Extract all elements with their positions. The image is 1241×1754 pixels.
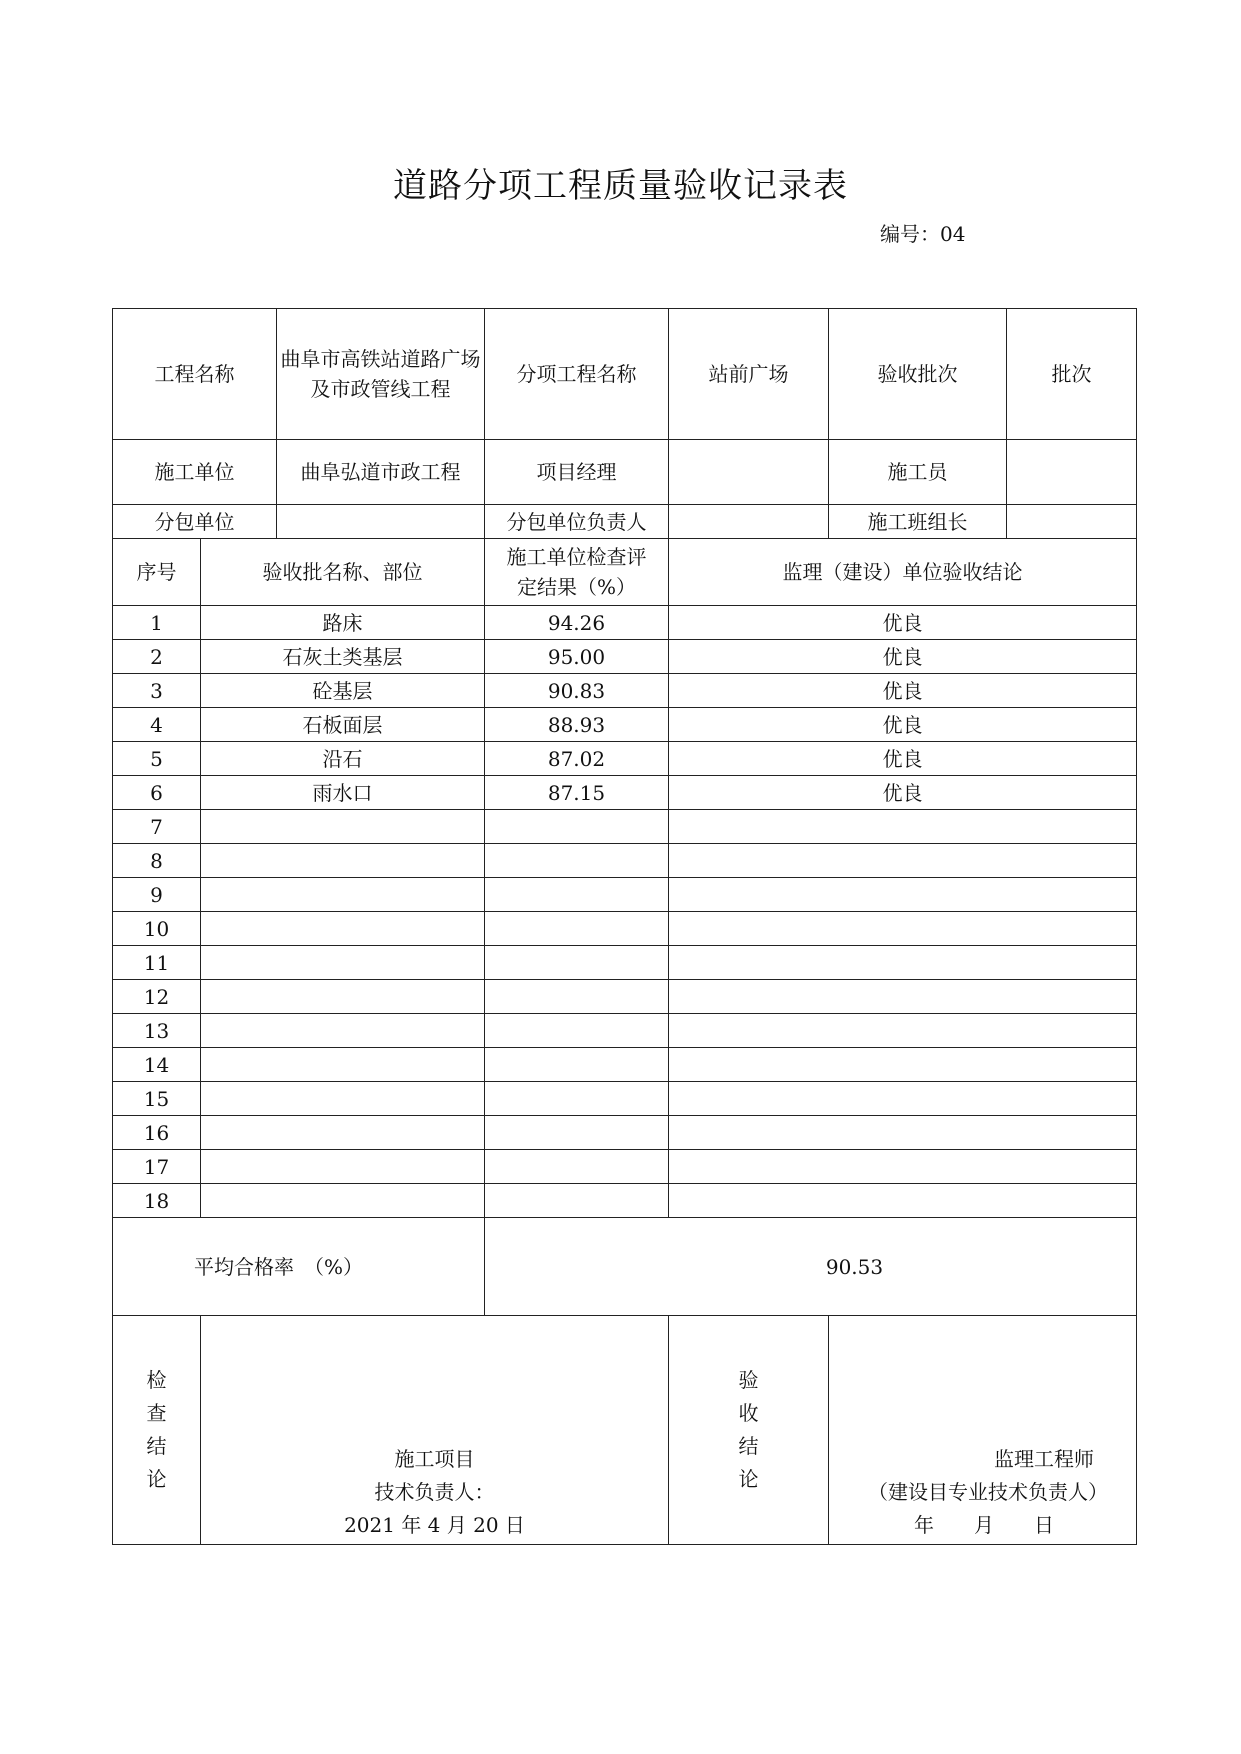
row-batch-name[interactable]: 石灰土类基层	[201, 640, 485, 674]
contractor-sig-line2: 技术负责人：	[374, 1480, 495, 1504]
table-row	[113, 708, 1137, 742]
table-row	[113, 640, 1137, 674]
project-name-value[interactable]: 曲阜市高铁站道路广场及市政管线工程	[277, 309, 485, 440]
table-row	[113, 606, 1137, 640]
row-result[interactable]: 88.93	[485, 708, 669, 742]
row-result[interactable]	[485, 810, 669, 844]
row-number: 12	[113, 980, 201, 1014]
acceptance-conclusion-label	[669, 1316, 829, 1545]
row-conclusion[interactable]	[669, 810, 1137, 844]
row-result[interactable]: 94.26	[485, 606, 669, 640]
row-conclusion[interactable]	[669, 878, 1137, 912]
batch-value[interactable]: 批次	[1007, 309, 1137, 440]
row-batch-name[interactable]: 砼基层	[201, 674, 485, 708]
row-result[interactable]	[485, 980, 669, 1014]
row-batch-name[interactable]: 路床	[201, 606, 485, 640]
sub-lead-value[interactable]	[669, 505, 829, 539]
row-number: 5	[113, 742, 201, 776]
table-row	[113, 1184, 1137, 1218]
batch-label: 验收批次	[829, 309, 1007, 440]
contractor-sig-line1: 施工项目	[394, 1447, 475, 1471]
row-number: 2	[113, 640, 201, 674]
table-row	[113, 1048, 1137, 1082]
row-batch-name[interactable]	[201, 1014, 485, 1048]
row-batch-name[interactable]	[201, 844, 485, 878]
pm-value[interactable]	[669, 440, 829, 505]
table-row	[113, 1116, 1137, 1150]
row-result[interactable]	[485, 1184, 669, 1218]
row-number: 1	[113, 606, 201, 640]
row-number: 4	[113, 708, 201, 742]
row-conclusion[interactable]	[669, 844, 1137, 878]
row-batch-name[interactable]	[201, 1184, 485, 1218]
acceptance-record-table	[112, 308, 1136, 1537]
row-batch-name[interactable]: 沿石	[201, 742, 485, 776]
row-batch-name[interactable]	[201, 946, 485, 980]
project-name-label: 工程名称	[113, 309, 277, 440]
row-conclusion[interactable]	[669, 912, 1137, 946]
row-conclusion[interactable]	[669, 980, 1137, 1014]
table-row	[113, 1150, 1137, 1184]
row-conclusion[interactable]: 优良	[669, 708, 1137, 742]
pm-label: 项目经理	[485, 440, 669, 505]
supervisor-sig-line2: （建设目专业技术负责人）	[868, 1480, 1108, 1504]
sub-lead-label: 分包单位负责人	[485, 505, 669, 539]
row-batch-name[interactable]	[201, 1048, 485, 1082]
table-row	[113, 674, 1137, 708]
row-result[interactable]: 90.83	[485, 674, 669, 708]
row-result[interactable]	[485, 912, 669, 946]
column-header-seq: 序号	[113, 539, 201, 606]
row-number: 14	[113, 1048, 201, 1082]
row-batch-name[interactable]	[201, 1082, 485, 1116]
row-number: 17	[113, 1150, 201, 1184]
supervisor-sig-date: 年 月 日	[914, 1513, 1054, 1537]
row-number: 3	[113, 674, 201, 708]
row-number: 16	[113, 1116, 201, 1150]
row-conclusion[interactable]: 优良	[669, 640, 1137, 674]
row-conclusion[interactable]: 优良	[669, 606, 1137, 640]
row-conclusion[interactable]	[669, 1014, 1137, 1048]
supervisor-sig-line1: 监理工程师	[994, 1447, 1094, 1471]
check-conclusion-label	[113, 1316, 201, 1545]
row-number: 11	[113, 946, 201, 980]
row-result[interactable]: 87.15	[485, 776, 669, 810]
row-batch-name[interactable]	[201, 980, 485, 1014]
row-number: 13	[113, 1014, 201, 1048]
row-conclusion[interactable]	[669, 1150, 1137, 1184]
row-result[interactable]	[485, 1082, 669, 1116]
contractor-value[interactable]: 曲阜弘道市政工程	[277, 440, 485, 505]
subcontractor-label: 分包单位	[113, 505, 277, 539]
row-conclusion[interactable]	[669, 1184, 1137, 1218]
supervisor-signature-cell[interactable]	[829, 1316, 1137, 1545]
row-result[interactable]	[485, 1014, 669, 1048]
row-number: 10	[113, 912, 201, 946]
page-title: 道路分项工程质量验收记录表	[393, 166, 848, 206]
row-conclusion[interactable]: 优良	[669, 776, 1137, 810]
row-number: 7	[113, 810, 201, 844]
acceptance-rows	[113, 606, 1137, 1218]
row-number: 18	[113, 1184, 201, 1218]
row-conclusion[interactable]	[669, 1082, 1137, 1116]
row-result[interactable]	[485, 1116, 669, 1150]
table-row	[113, 1014, 1137, 1048]
subitem-name-label: 分项工程名称	[485, 309, 669, 440]
row-conclusion[interactable]	[669, 1116, 1137, 1150]
row-result[interactable]	[485, 844, 669, 878]
row-batch-name[interactable]	[201, 1150, 485, 1184]
table-row	[113, 912, 1137, 946]
row-batch-name[interactable]	[201, 912, 485, 946]
average-label-text: 平均合格率 （%）	[193, 1254, 363, 1279]
column-header-batch-name: 验收批名称、部位	[201, 539, 485, 606]
table-row	[113, 844, 1137, 878]
check-conclusion-text: 检查结论	[146, 1368, 167, 1491]
row-result[interactable]: 95.00	[485, 640, 669, 674]
row-conclusion[interactable]	[669, 946, 1137, 980]
row-batch-name[interactable]: 雨水口	[201, 776, 485, 810]
row-conclusion[interactable]: 优良	[669, 742, 1137, 776]
subcontractor-value[interactable]	[277, 505, 485, 539]
average-label	[113, 1218, 485, 1316]
average-value: 90.53	[825, 1254, 884, 1279]
team-lead-label: 施工班组长	[829, 505, 1007, 539]
row-result[interactable]	[485, 878, 669, 912]
row-result[interactable]: 87.02	[485, 742, 669, 776]
row-number: 15	[113, 1082, 201, 1116]
table-row	[113, 1082, 1137, 1116]
contractor-label: 施工单位	[113, 440, 277, 505]
table-row	[113, 878, 1137, 912]
table-row	[113, 742, 1137, 776]
worker-label: 施工员	[829, 440, 1007, 505]
row-result[interactable]	[485, 946, 669, 980]
column-header-result	[485, 539, 669, 606]
table-row	[113, 980, 1137, 1014]
row-result[interactable]	[485, 1048, 669, 1082]
row-batch-name[interactable]	[201, 878, 485, 912]
row-conclusion[interactable]	[669, 1048, 1137, 1082]
row-conclusion[interactable]: 优良	[669, 674, 1137, 708]
row-result[interactable]	[485, 1150, 669, 1184]
table-row	[113, 946, 1137, 980]
acceptance-conclusion-text: 验收结论	[738, 1368, 759, 1491]
row-batch-name[interactable]	[201, 810, 485, 844]
row-batch-name[interactable]: 石板面层	[201, 708, 485, 742]
worker-value[interactable]	[1007, 440, 1137, 505]
contractor-signature-cell[interactable]	[201, 1316, 669, 1545]
table-row	[113, 776, 1137, 810]
row-batch-name[interactable]	[201, 1116, 485, 1150]
row-number: 6	[113, 776, 201, 810]
row-number: 9	[113, 878, 201, 912]
team-lead-value[interactable]	[1007, 505, 1137, 539]
subitem-name-value[interactable]: 站前广场	[669, 309, 829, 440]
table-row	[113, 810, 1137, 844]
column-header-conclusion: 监理（建设）单位验收结论	[669, 539, 1137, 606]
document-number: 编号：04	[880, 222, 966, 246]
column-header-result-text: 施工单位检查评定结果（%）	[506, 545, 647, 599]
average-value-cell[interactable]	[485, 1218, 1137, 1316]
row-number: 8	[113, 844, 201, 878]
contractor-sig-date: 2021 年 4 月 20 日	[344, 1513, 525, 1537]
